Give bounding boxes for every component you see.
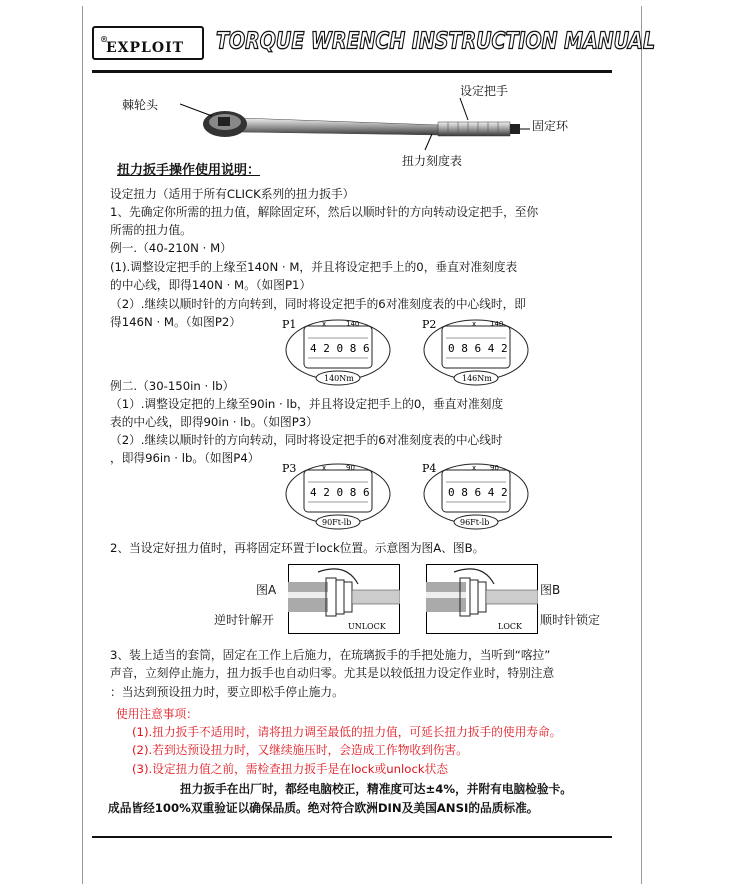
example1-step2a: （2）.继续以顺时针的方向转到，同时将设定把手的6对准刻度表的中心线时，即 [110,297,526,311]
p4-label: P4 [422,462,437,475]
example1-step1a: (1).调整设定把手的上缘至140N · M，并且将设定把手上的0，垂直对准刻度表 [110,260,518,274]
note-1: (1).扭力扳手不适用时，请将扭力调至最低的扭力值，可延长扭力扳手的使用寿命。 [132,725,562,739]
p1-value: 140Nm [324,374,354,383]
figure-p4 [414,460,534,532]
example2-step1a: （1）.调整设定把的上缘至90in · lb，并且将设定把手上的0，垂直对准刻度 [110,397,504,411]
figure-a-unlock [288,564,400,634]
p1-label: P1 [282,318,297,331]
p1-tick-b: 140 [346,320,360,328]
p3-tick-b: 90 [346,464,355,472]
note-2: (2).若到达预设扭力时，又继续施压时，会造成工作物收到伤害。 [132,743,468,757]
example2-title: 例二.（30-150in · lb） [110,379,235,393]
fig-b-caption: 顺时针锁定 [540,613,601,627]
example2-step1b: 表的中心线，即得90in · lb。（如图P3） [110,415,318,429]
p2-digits: 0 8 6 4 2 [448,342,508,355]
example1-step2b: 得146N · M。（如图P2） [110,315,242,329]
intro-line-2: 1、先确定你所需的扭力值，解除固定环，然后以顺时针的方向转动设定把手，至你 [110,205,539,219]
fig-a-label: 图A [256,583,277,597]
p2-value: 146Nm [462,374,492,383]
header [92,16,656,66]
p2-label: P2 [422,318,437,331]
header-rule [92,70,612,73]
logo-mark: ® [100,34,109,44]
example2-step2b: ，即得96in · lb。（如图P4） [110,451,260,465]
intro-line-1: 设定扭力（适用于所有CLICK系列的扭力扳手） [110,187,355,201]
footer-line-1: 扭力扳手在出厂时，都经电脑校正，精准度可达±4%，并附有电脑检验卡。 [180,782,572,796]
logo-text: EXPLOIT [106,40,185,56]
fig-a-caption: 逆时针解开 [214,613,275,627]
figure-p2 [414,316,534,388]
p1-tick-a: x [322,320,327,328]
footer-rule [92,836,612,838]
figure-b-lock [426,564,538,634]
set-handle-label: 设定把手 [460,84,509,98]
example2-step2a: （2）.继续以顺时针的方向转动，同时将设定把手的6对准刻度表的中心线时 [110,433,503,447]
step3-line-1: 3、装上适当的套筒，固定在工作上后施力，在琉璃扳手的手把处施力，当听到“喀拉” [110,648,551,662]
p3-label: P3 [282,462,297,475]
p3-value: 90Ft-lb [322,518,352,527]
p3-digits: 4 2 0 8 6 [310,486,370,499]
example1-step1b: 的中心线，即得140N · M。（如图P1） [110,278,312,292]
notes-title: 使用注意事项： [116,707,198,721]
p4-tick-b: 90 [490,464,499,472]
p2-tick-a: x [472,320,477,328]
section-title: 扭力扳手操作使用说明： [117,163,261,178]
step2-text: 2、当设定好扭力值时，再将固定环置于lock位置。示意图为图A、图B。 [110,541,485,555]
lock-mark: LOCK [498,622,522,631]
unlock-mark: UNLOCK [348,622,386,631]
brand-logo [92,26,204,60]
p4-tick-a: x [472,464,477,472]
wrench-illustration [180,92,530,152]
figure-p3 [276,460,396,532]
note-3: (3).设定扭力值之前，需检查扭力扳手是在lock或unlock状态 [132,762,449,776]
example1-title: 例一.（40-210N · M） [110,241,232,255]
step3-line-3: ：当达到预设扭力时，要立即松手停止施力。 [110,685,344,699]
p4-value: 96Ft-lb [460,518,490,527]
figure-p1 [276,316,396,388]
p1-digits: 4 2 0 8 6 [310,342,370,355]
p3-tick-a: x [322,464,327,472]
p4-digits: 0 8 6 4 2 [448,486,508,499]
fig-b-label: 图B [540,583,561,597]
step3-line-2: 声音，立刻停止施力，扭力扳手也自动归零。尤其是以较低扭力设定作业时，特别注意 [110,666,555,680]
scale-label: 扭力刻度表 [402,154,463,168]
intro-line-3: 所需的扭力值。 [110,223,192,237]
manual-title: TORQUE WRENCH INSTRUCTION MANUAL [216,28,656,55]
ratchet-head-label: 棘轮头 [122,98,159,112]
lock-ring-label: 固定环 [532,119,569,133]
p2-tick-b: 140 [490,320,504,328]
footer-line-2: 成品皆经100%双重验证以确保品质。绝对符合欧洲DIN及美国ANSI的品质标准。 [108,801,539,815]
